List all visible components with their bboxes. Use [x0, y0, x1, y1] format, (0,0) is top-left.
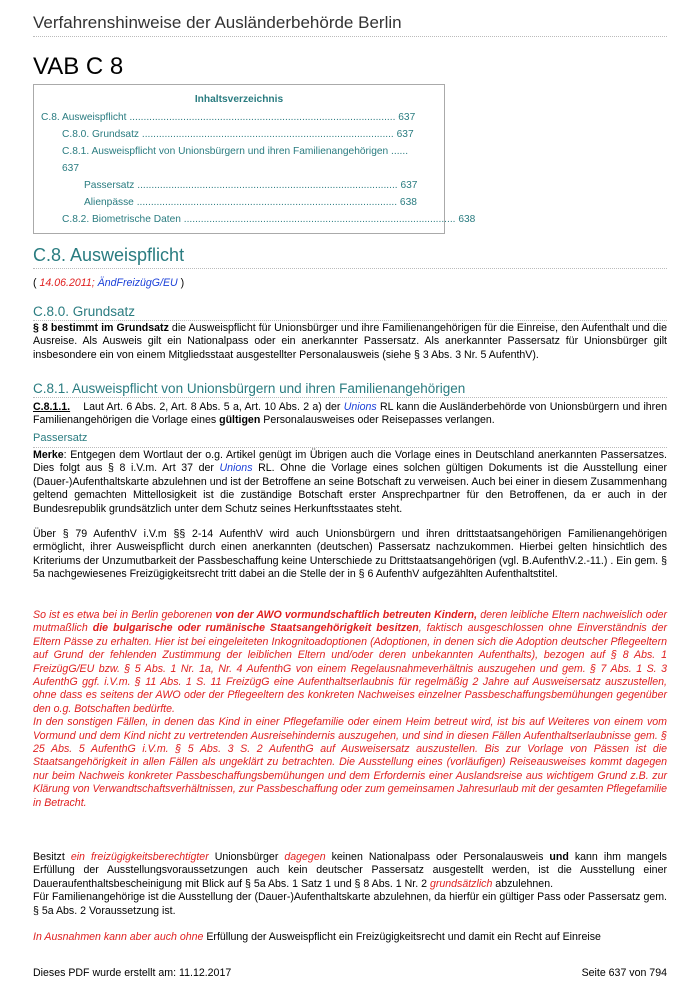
- paragraph-number: C.8.1.1.: [33, 401, 71, 413]
- toc-title: Inhaltsverzeichnis: [194, 94, 284, 105]
- toc-entry-page: 637: [400, 180, 418, 191]
- toc-entry[interactable]: C.8.2. Biometrische Daten ................................................................................................ 638: [62, 214, 476, 225]
- paragraph-awo-cases: So ist es etwa bei in Berlin geborenen von der AWO vormundschaftlich betreuten Kindern, deren leibliche Eltern nachweislich oder mutmaßlich die bulgarische oder rumänische Staatsangehörigkeit besitzen, faktisch ausgeschlossen ohne Einverständnis der Eltern Pässe zu erhalten. Hier ist bei eingeleiteten Inkognitoadoptionen (Adoptionen, in denen sich die Adoption deutscher Pflegeeltern auf Grund der fehlenden Zustimmung der leiblichen Eltern und/oder deren unbekannten Aufenthalts), bezogen auf § 8 Abs. 1 FreizügG/EU bzw. § 5 Abs. 1 Nr. 1a, Nr. 4 AufenthG von einem Regelausnahmeverhältnis auszugehen und gem. § 7 Abs. 1 S. 3 AufenthG ggf. i.V.m. § 11 Abs. 1 S. 11 FreizügG eine Aufenthaltserlaubnis für regelmäßig 2 Jahre auf Ausweisersatz auszustellen, ohne dass es seitens der AWO oder der Pflegeeltern des konkreten Nachweises einzelner Passbeschaffungsbemühungen gegenüber den o.g. Botschaften bedürfte. In den sonstigen Fällen, in denen das Kind in einer Pflegefamilie oder einem Heim betreut wird, ist bis auf Weiteres von einem vom Vormund und dem Kind nicht zu vertretenden Ausreisehindernis auszugehen, und sind in diesen Fällen Aufenthaltserlaubnisse gem. § 25 Abs. 5 AufenthG i.V.m. § 5 Abs. 3 S. 2 AufenthG auf Ausweisersatz auszustellen. Bis zur Vorlage von Pässen ist die Staatsangehörigkeit in allen Fällen als ungeklärt zu betrachten. Die Ausstellung eines (vorläufigen) Reiseausweises kommt dagegen nur beim Nachweis konkreter Passbeschaffungsbemühungen und dem Erfordernis einer Auslandsreise aus wichtigem Grund z.B. zur Klärung von Verwandtschaftsverhältnissen, zur Passbeschaffung oder zum gemeinsamen Jahresurlaub mit der gesamten Pflegefamilie in Betracht.: [33, 609, 667, 809]
- section-heading-c80: C.8.0. Grundsatz: [33, 304, 136, 319]
- toc-entry-label: C.8. Ausweispflicht: [41, 112, 127, 123]
- paragraph-c811: C.8.1.1. Laut Art. 6 Abs. 2, Art. 8 Abs. 5 a, Art. 10 Abs. 2 a) der Unions RL kann die Ausländerbehörde von Unionsbürgern und ihren Familienangehörigen die Vorlage eines gültigen Personalausweises oder Reisepasses verlangen.: [33, 401, 667, 427]
- toc-entry-label: C.8.0. Grundsatz: [62, 129, 140, 140]
- toc-entry-label: C.8.2. Biometrische Daten: [62, 214, 181, 225]
- footer-page-number: Seite 637 von 794: [581, 967, 667, 979]
- toc-entry-page: 638: [399, 197, 417, 208]
- unions-link[interactable]: Unions: [343, 401, 377, 413]
- amendment-link[interactable]: ÄndFreizügG/EU: [97, 277, 178, 289]
- amendment-date: 14.06.2011;: [39, 277, 95, 289]
- document-title: VAB C 8: [33, 53, 124, 80]
- amendment-note: ( 14.06.2011; ÄndFreizügG/EU ): [33, 277, 185, 289]
- paragraph-exceptions: In Ausnahmen kann aber auch ohne Erfüllung der Ausweispflicht ein Freizügigkeitsrecht und damit ein Recht auf Einreise: [33, 931, 601, 943]
- paragraph-merke: Merke: Entgegen dem Wortlaut der o.g. Artikel genügt im Übrigen auch die Vorlage eines in Deutschland anerkannten Passersatzes. Dies folgt aus § 8 i.V.m. Art 37 der Unions RL. Ohne die Vorlage eines solchen gültigen Dokuments ist die Ausstellung einer (Dauer-)Aufenthaltskarte abzulehnen und ist der Betroffene an seine Botschaft zu verweisen. Auch bei einer in diesem Zusammenhang geltend gemachten Mittellosigkeit ist die zuständige Botschaft erster Ansprechpartner für den Betroffenen, da er auch in der Bundesrepublik grundsätzlich unter dem Schutz seines Herkunftsstaates steht.: [33, 449, 668, 515]
- toc-entry-label: Alienpässe: [84, 197, 134, 208]
- subheading-passersatz: Passersatz: [33, 432, 88, 444]
- toc-entry-page: 637: [62, 163, 79, 174]
- toc-entry-label: Passersatz: [84, 180, 135, 191]
- toc-entry-label: C.8.1. Ausweispflicht von Unionsbürgern und ihren Familienangehörigen: [62, 146, 389, 157]
- section-divider: [33, 268, 667, 269]
- paragraph-no-passport: Besitzt ein freizügigkeitsberechtigter Unionsbürger dagegen keinen Nationalpass oder Personalausweis und kann ihm mangels Erfüllung der Ausstellungsvoraussetzungen auch kein deutscher Passersatz ausgestellt werden, ist die Ausstellung einer Daueraufenthaltsbescheinigung mit Blick auf § 5a Abs. 1 Satz 1 und § 8 Abs. 1 Nr. 2 grundsätzlich abzulehnen. Für Familienangehörige ist die Ausstellung der (Dauer-)Aufenthaltskarte abzulehnen, da hierfür ein gültiger Pass oder Passersatz gem. § 5a Abs. 2 Voraussetzung ist.: [33, 851, 667, 917]
- section-divider: [33, 397, 667, 398]
- toc-entry[interactable]: C.8.0. Grundsatz ......................................................................................... 637: [62, 129, 414, 140]
- toc-entry[interactable]: Passersatz ............................................................................................ 637: [84, 180, 418, 191]
- footer-created-date: Dieses PDF wurde erstellt am: 11.12.2017: [33, 967, 232, 979]
- header-divider: [33, 36, 667, 37]
- paragraph-grundsatz: § 8 bestimmt im Grundsatz die Ausweispflicht für Unionsbürger und ihre Familienangehörigen für die Einreise, den Aufenthalt und die Ausreise. Als Ausweis gilt ein Nationalpass oder ein anerkannter Passersatz. Als anerkannter Passersatz für Unionsbürger gilt insbesondere ein von einem Mitgliedsstaat ausgestellter Personalausweis (siehe § 3 Abs. 3 Nr. 5 AufenthV).: [33, 322, 667, 361]
- toc-entry-page: 638: [458, 214, 476, 225]
- section-heading-c8: C.8. Ausweispflicht: [33, 245, 185, 265]
- toc-entry[interactable]: C.8.1. Ausweispflicht von Unionsbürgern und ihren Familienangehörigen ......: [62, 146, 409, 157]
- running-header: Verfahrenshinweise der Ausländerbehörde Berlin: [33, 13, 402, 32]
- unions-link[interactable]: Unions: [219, 462, 253, 475]
- section-heading-c81: C.8.1. Ausweispflicht von Unionsbürgern und ihren Familienangehörigen: [33, 381, 466, 396]
- toc-entry-page: 637: [396, 129, 414, 140]
- table-of-contents: [33, 84, 476, 234]
- section-divider: [33, 447, 667, 448]
- paragraph-aufenthv: Über § 79 AufenthV i.V.m §§ 2-14 AufenthV wird auch Unionsbürgern und ihren drittstaatsangehörigen Familienangehörigen ermöglicht, ihrer Ausweispflicht durch einen anerkannten (deutschen) Passersatz nachzukommen. Hierbei gelten hinsichtlich des Kriteriums der Unzumutbarkeit der Passbeschaffung keine Unterschiede zu Drittstaatsangehörigen (vgl. B.AufenthV.2.-11.) . Ein gem. § 5a nachgewiesenes Freizügigkeitsrecht tritt dabei an die Stelle der in § 6 AufenthV aufgezählten Aufenthaltstitel.: [33, 528, 667, 581]
- section-divider: [33, 320, 667, 321]
- toc-entry[interactable]: C.8. Ausweispflicht .............................................................................................. 637: [41, 112, 416, 123]
- toc-entry[interactable]: Alienpässe ............................................................................................ 638: [84, 197, 417, 208]
- toc-entry-page: 637: [398, 112, 416, 123]
